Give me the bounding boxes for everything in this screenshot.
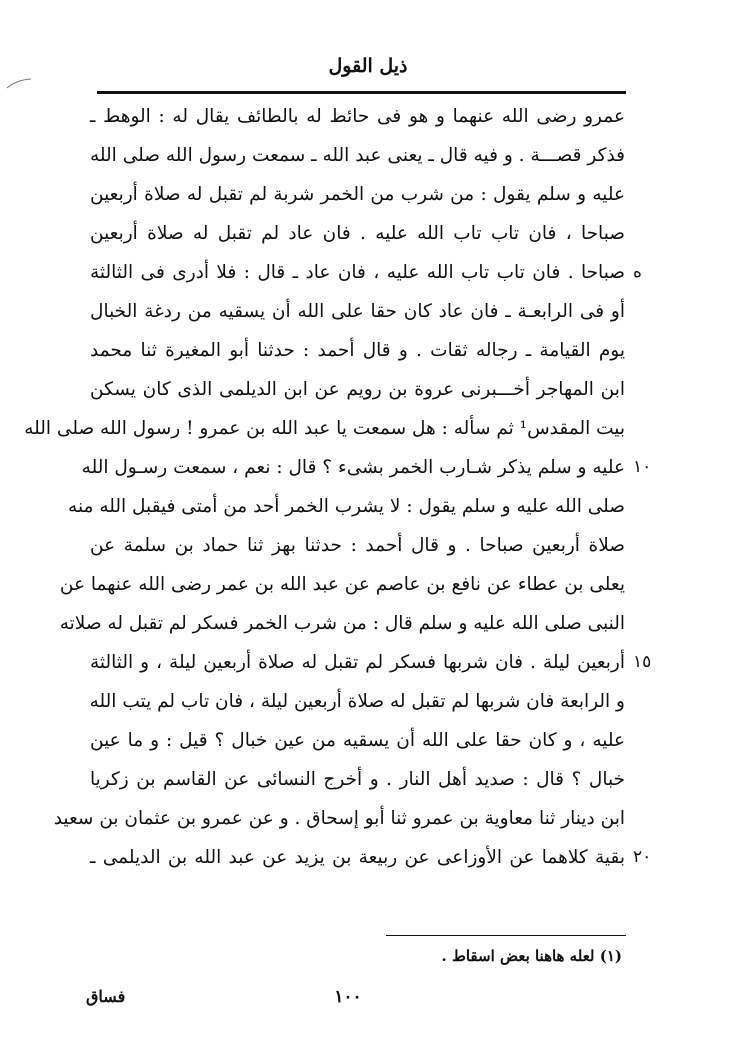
text-line (59, 565, 625, 604)
text-line (59, 604, 625, 643)
text-line (90, 331, 625, 370)
body-text (24, 97, 652, 877)
line-text: بيت المقدس¹ ثم سأله : هل سمعت يا عبد الله بن عمرو ! رسول الله صلى الله (24, 418, 625, 439)
line-text: و الرابعة فان شربها لم تقبل له صلاة أربعين ليلة ، فان تاب لم يتب الله (89, 691, 625, 712)
text-line (90, 97, 625, 136)
line-text: صباحا ، فان تاب تاب الله عليه . فان عاد لم تقبل له صلاة أربعين (90, 223, 625, 244)
footnote-divider (386, 935, 626, 936)
text-line (90, 136, 625, 175)
margin-mark (6, 78, 32, 90)
page-number: ١٠٠ (334, 987, 362, 1007)
footnote: (١) لعله هاهنا بعض اسقاط . (441, 947, 622, 965)
text-line (90, 682, 625, 721)
text-line (81, 448, 652, 487)
text-line (90, 643, 652, 682)
text-line (24, 409, 625, 448)
line-text: خبال ؟ قال : صديد أهل النار . و أخرج النسائى عن القاسم بن زكريا (90, 769, 625, 790)
text-line (53, 799, 625, 838)
text-line (68, 487, 625, 526)
text-line (90, 370, 625, 409)
line-text: بقية كلاهما عن الأوزاعى عن ربيعة بن يزيد عن عبد الله بن الديلمى ـ (90, 847, 625, 868)
line-text: عمرو رضى الله عنهما و هو فى حائط له بالطائف يقال له : الوهط ـ (90, 106, 625, 127)
line-text: عليه ، و كان حقا على الله أن يسقيه من عين خبال ؟ قيل : و ما عين (90, 730, 625, 751)
line-text: يعلى بن عطاء عن نافع بن عاصم عن عبد الله بن عمر رضى الله عنهما عن (59, 574, 625, 595)
line-text: صلاة أربعين صباحا . و قال أحمد : حدثنا بهز ثنا حماد بن سلمة عن (90, 535, 625, 556)
text-line (90, 214, 625, 253)
text-line (90, 526, 625, 565)
text-line (90, 760, 625, 799)
text-line (90, 721, 625, 760)
line-text: عليه و سلم يقول : من شرب من الخمر شربة لم تقبل له صلاة أربعين (90, 184, 625, 205)
line-number: ١٥ (633, 652, 652, 672)
signature-mark: فساق (86, 987, 126, 1006)
text-line (90, 292, 625, 331)
line-text: عليه و سلم يذكر شـارب الخمر بشىء ؟ قال : نعم ، سمعت رسـول الله (81, 457, 625, 478)
line-text: فذكر قصـــة . و فيه قال ـ يعنى عبد الله ـ سمعت رسول الله صلى الله (90, 145, 625, 166)
page-title: ذيل القول (328, 55, 408, 77)
line-text: ابن المهاجر أخـــبرنى عروة بن رويم عن ابن الديلمى الذى كان يسكن (90, 379, 625, 400)
line-text: أربعين ليلة . فان شربها فسكر لم تقبل له صلاة أربعين ليلة ، و الثالثة (90, 652, 625, 673)
line-text: صلى الله عليه و سلم يقول : لا يشرب الخمر أحد من أمتى فيقبل الله منه (68, 496, 625, 517)
line-number: ه (633, 262, 642, 282)
text-line (90, 838, 652, 877)
text-line (90, 175, 625, 214)
line-text: يوم القيامة ـ رجاله ثقات . و قال أحمد : حدثنا أبو المغيرة ثنا محمد (90, 340, 625, 361)
text-line (90, 253, 642, 292)
line-number: ٢٠ (633, 847, 652, 867)
line-text: ابن دينار ثنا معاوية بن عمرو ثنا أبو إسحاق . و عن عمرو بن عثمان بن سعيد (53, 808, 625, 829)
line-number: ١٠ (633, 457, 652, 477)
line-text: النبى صلى الله عليه و سلم قال : من شرب الخمر فسكر لم تقبل له صلاته (59, 613, 625, 634)
header-divider (97, 91, 626, 94)
line-text: صباحا . فان تاب تاب الله عليه ، فان عاد ـ قال : فلا أدرى فى الثالثة (90, 262, 625, 283)
line-text: أو فى الرابعـة ـ فان عاد كان حقا على الله أن يسقيه من ردغة الخبال (90, 301, 625, 322)
